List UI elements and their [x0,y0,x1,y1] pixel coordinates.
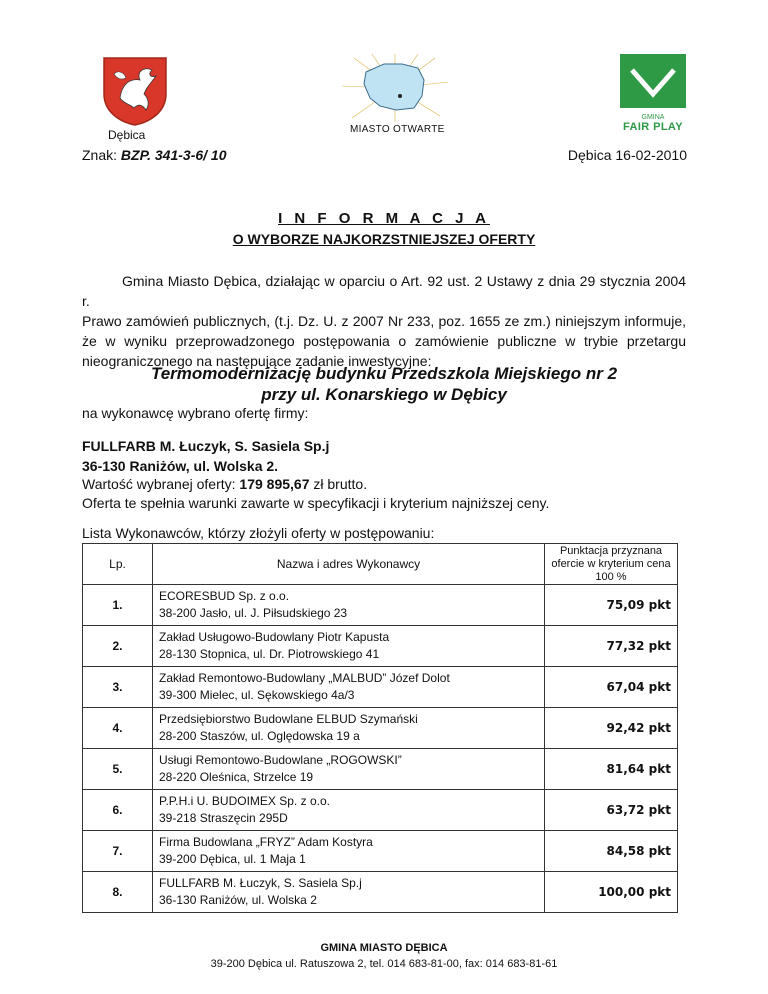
znak-value: BZP. 341-3-6/ 10 [120,147,227,163]
bidder-address: 38-200 Jasło, ul. J. Piłsudskiego 23 [159,606,348,620]
footer-org: GMINA MIASTO DĘBICA [320,942,448,954]
table-row [83,626,678,667]
row-score: 92,42 pkt [545,708,678,749]
bidder-address: 28-200 Staszów, ul. Oględowska 19 a [159,729,360,743]
bidder-address: 39-218 Straszęcin 295D [159,811,288,825]
row-lp: 3. [83,667,153,708]
bidder-name: ECORESBUD Sp. z o.o. [159,589,290,603]
bidders-list-title: Lista Wykonawców, którzy złożyli oferty w postępowaniu: [82,525,435,541]
row-bidder [153,585,545,626]
header-score: Punktacja przyznana ofercie w kryterium cena 100 % [545,544,678,585]
left-logo-caption: Dębica [108,128,146,142]
row-bidder [153,790,545,831]
document-title: I N F O R M A C J A [278,210,490,227]
winner-firm-name: FULLFARB M. Łuczyk, S. Sasiela Sp.j [82,438,330,454]
bidder-name: P.P.H.i U. BUDOIMEX Sp. z o.o. [159,794,330,808]
intro-line: Prawo zamówień publicznych, (t.j. Dz. U. z 2007 Nr 233, poz. 1655 ze zm.) niniejszym informuje, [82,313,686,329]
document-date: Dębica 16-02-2010 [567,147,687,163]
bidder-name: Zakład Remontowo-Budowlany „MALBUD” Józef Dolot [159,671,450,685]
header-lp: Lp. [83,544,153,585]
debica-coat-of-arms [96,54,176,142]
project-title [0,363,768,405]
table-header-row [83,544,678,585]
row-score: 67,04 pkt [545,667,678,708]
table-row [83,708,678,749]
reference-number [82,147,227,163]
winner-firm-address: 36-130 Raniżów, ul. Wolska 2. [82,458,279,474]
bidder-address: 39-300 Mielec, ul. Sękowskiego 4a/3 [159,688,355,702]
row-lp: 6. [83,790,153,831]
header-name: Nazwa i adres Wykonawcy [153,544,545,585]
row-bidder [153,749,545,790]
bidder-name: Przedsiębiorstwo Budowlane ELBUD Szymański [159,712,418,726]
table-row [83,831,678,872]
intro-line: że w wyniku przeprowadzonego postępowania o zamówienie publiczne w trybie przetargu [82,333,686,349]
bidder-address: 28-220 Oleśnica, Strzelce 19 [159,770,314,784]
row-score: 81,64 pkt [545,749,678,790]
bidder-address: 39-200 Dębica, ul. 1 Maja 1 [159,852,306,866]
right-logo-line2: FAIR PLAY [622,121,684,133]
document-subtitle: O WYBORZE NAJKORZSTNIEJSZEJ OFERTY [232,231,536,247]
miasto-otwarte-logo [340,52,450,136]
offer-value [82,476,367,492]
project-line: przy ul. Konarskiego w Dębicy [261,385,507,404]
bidder-name: FULLFARB M. Łuczyk, S. Sasiela Sp.j [159,876,362,890]
table-row [83,790,678,831]
table-row [83,585,678,626]
bidder-name: Firma Budowlana „FRYZ” Adam Kostyra [159,835,373,849]
row-score: 77,32 pkt [545,626,678,667]
project-line: Termomodernizację budynku Przedszkola Miejskiego nr 2 [150,364,618,383]
criteria-text: Oferta te spełnia warunki zawarte w specyfikacji i kryterium najniższej ceny. [82,495,550,511]
znak-label: Znak: [82,147,118,163]
value-suffix: zł brutto. [313,476,368,492]
row-lp: 8. [83,872,153,913]
row-lp: 4. [83,708,153,749]
intro-paragraph [82,271,686,371]
bidder-name: Usługi Remontowo-Budowlane „ROGOWSKI” [159,753,402,767]
row-score: 84,58 pkt [545,831,678,872]
row-bidder [153,626,545,667]
footer-address: 39-200 Dębica ul. Ratuszowa 2, tel. 014 683-81-00, fax: 014 683-81-61 [210,958,558,970]
row-lp: 5. [83,749,153,790]
right-logo-line1: GMINA [641,114,665,121]
offers-table [82,543,678,913]
intro-line: nieograniczonego na następujące zadanie inwestycyjne: [82,353,432,369]
mid-logo-caption: MIASTO OTWARTE [350,124,445,135]
table-row [83,667,678,708]
chosen-text: na wykonawcę wybrano ofertę firmy: [82,405,309,421]
poland-map-icon [340,52,450,122]
table-row [83,872,678,913]
fair-play-logo [620,54,686,138]
bidder-address: 28-130 Stopnica, ul. Dr. Piotrowskiego 41 [159,647,380,661]
bidder-name: Zakład Usługowo-Budowlany Piotr Kapusta [159,630,390,644]
bidder-address: 36-130 Raniżów, ul. Wolska 2 [159,893,317,907]
row-score: 100,00 pkt [545,872,678,913]
value-label: Wartość wybranej oferty: [82,476,236,492]
row-score: 63,72 pkt [545,790,678,831]
row-bidder [153,831,545,872]
fair-play-check-icon [620,54,686,108]
row-score: 75,09 pkt [545,585,678,626]
row-lp: 1. [83,585,153,626]
row-bidder [153,872,545,913]
table-row [83,749,678,790]
intro-line: Gmina Miasto Dębica, działając w oparciu o Art. 92 ust. 2 Ustawy z dnia 29 stycznia 2004 r. [82,273,686,309]
row-lp: 7. [83,831,153,872]
row-bidder [153,708,545,749]
coat-of-arms-icon [100,54,170,126]
value-amount: 179 895,67 [239,476,310,492]
row-bidder [153,667,545,708]
row-lp: 2. [83,626,153,667]
